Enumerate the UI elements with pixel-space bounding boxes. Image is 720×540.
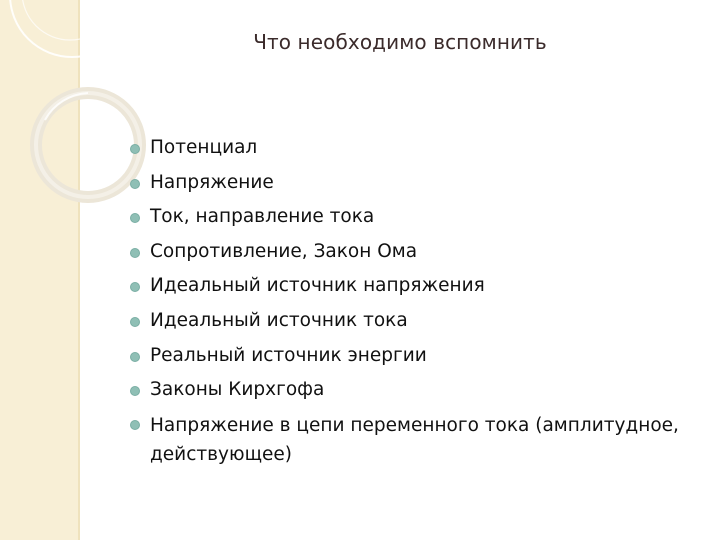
bullet-list — [130, 131, 690, 469]
slide-title: Что необходимо вспомнить — [253, 30, 547, 54]
bullet-dot-icon — [130, 213, 140, 223]
list-item — [130, 166, 690, 201]
bullet-dot-icon — [130, 179, 140, 189]
list-item — [130, 373, 690, 408]
list-item — [130, 304, 690, 339]
bullet-dot-icon — [130, 352, 140, 362]
bullet-dot-icon — [130, 144, 140, 154]
list-item — [130, 339, 690, 374]
bullet-dot-icon — [130, 317, 140, 327]
list-item-text: Потенциал — [150, 137, 258, 158]
list-item — [130, 235, 690, 270]
bullet-dot-icon — [130, 248, 140, 258]
list-item-text: Напряжение — [150, 171, 274, 193]
list-item — [130, 408, 690, 469]
list-item-text: Законы Кирхгофа — [150, 379, 325, 401]
list-item — [130, 131, 690, 166]
list-item-text: Идеальный источник тока — [150, 309, 408, 331]
list-item — [130, 269, 690, 304]
list-item-text: Сопротивление, Закон Ома — [150, 240, 418, 262]
list-item-text: Идеальный источник напряжения — [150, 275, 485, 297]
list-item-text: Реальный источник энергии — [150, 344, 427, 366]
list-item — [130, 200, 690, 235]
bullet-dot-icon — [130, 282, 140, 292]
list-item-text: Ток, направление тока — [150, 206, 375, 228]
bullet-dot-icon — [130, 420, 140, 430]
bullet-dot-icon — [130, 386, 140, 396]
list-item-text: Напряжение в цепи переменного тока (амплитудное, действующее) — [150, 414, 679, 465]
